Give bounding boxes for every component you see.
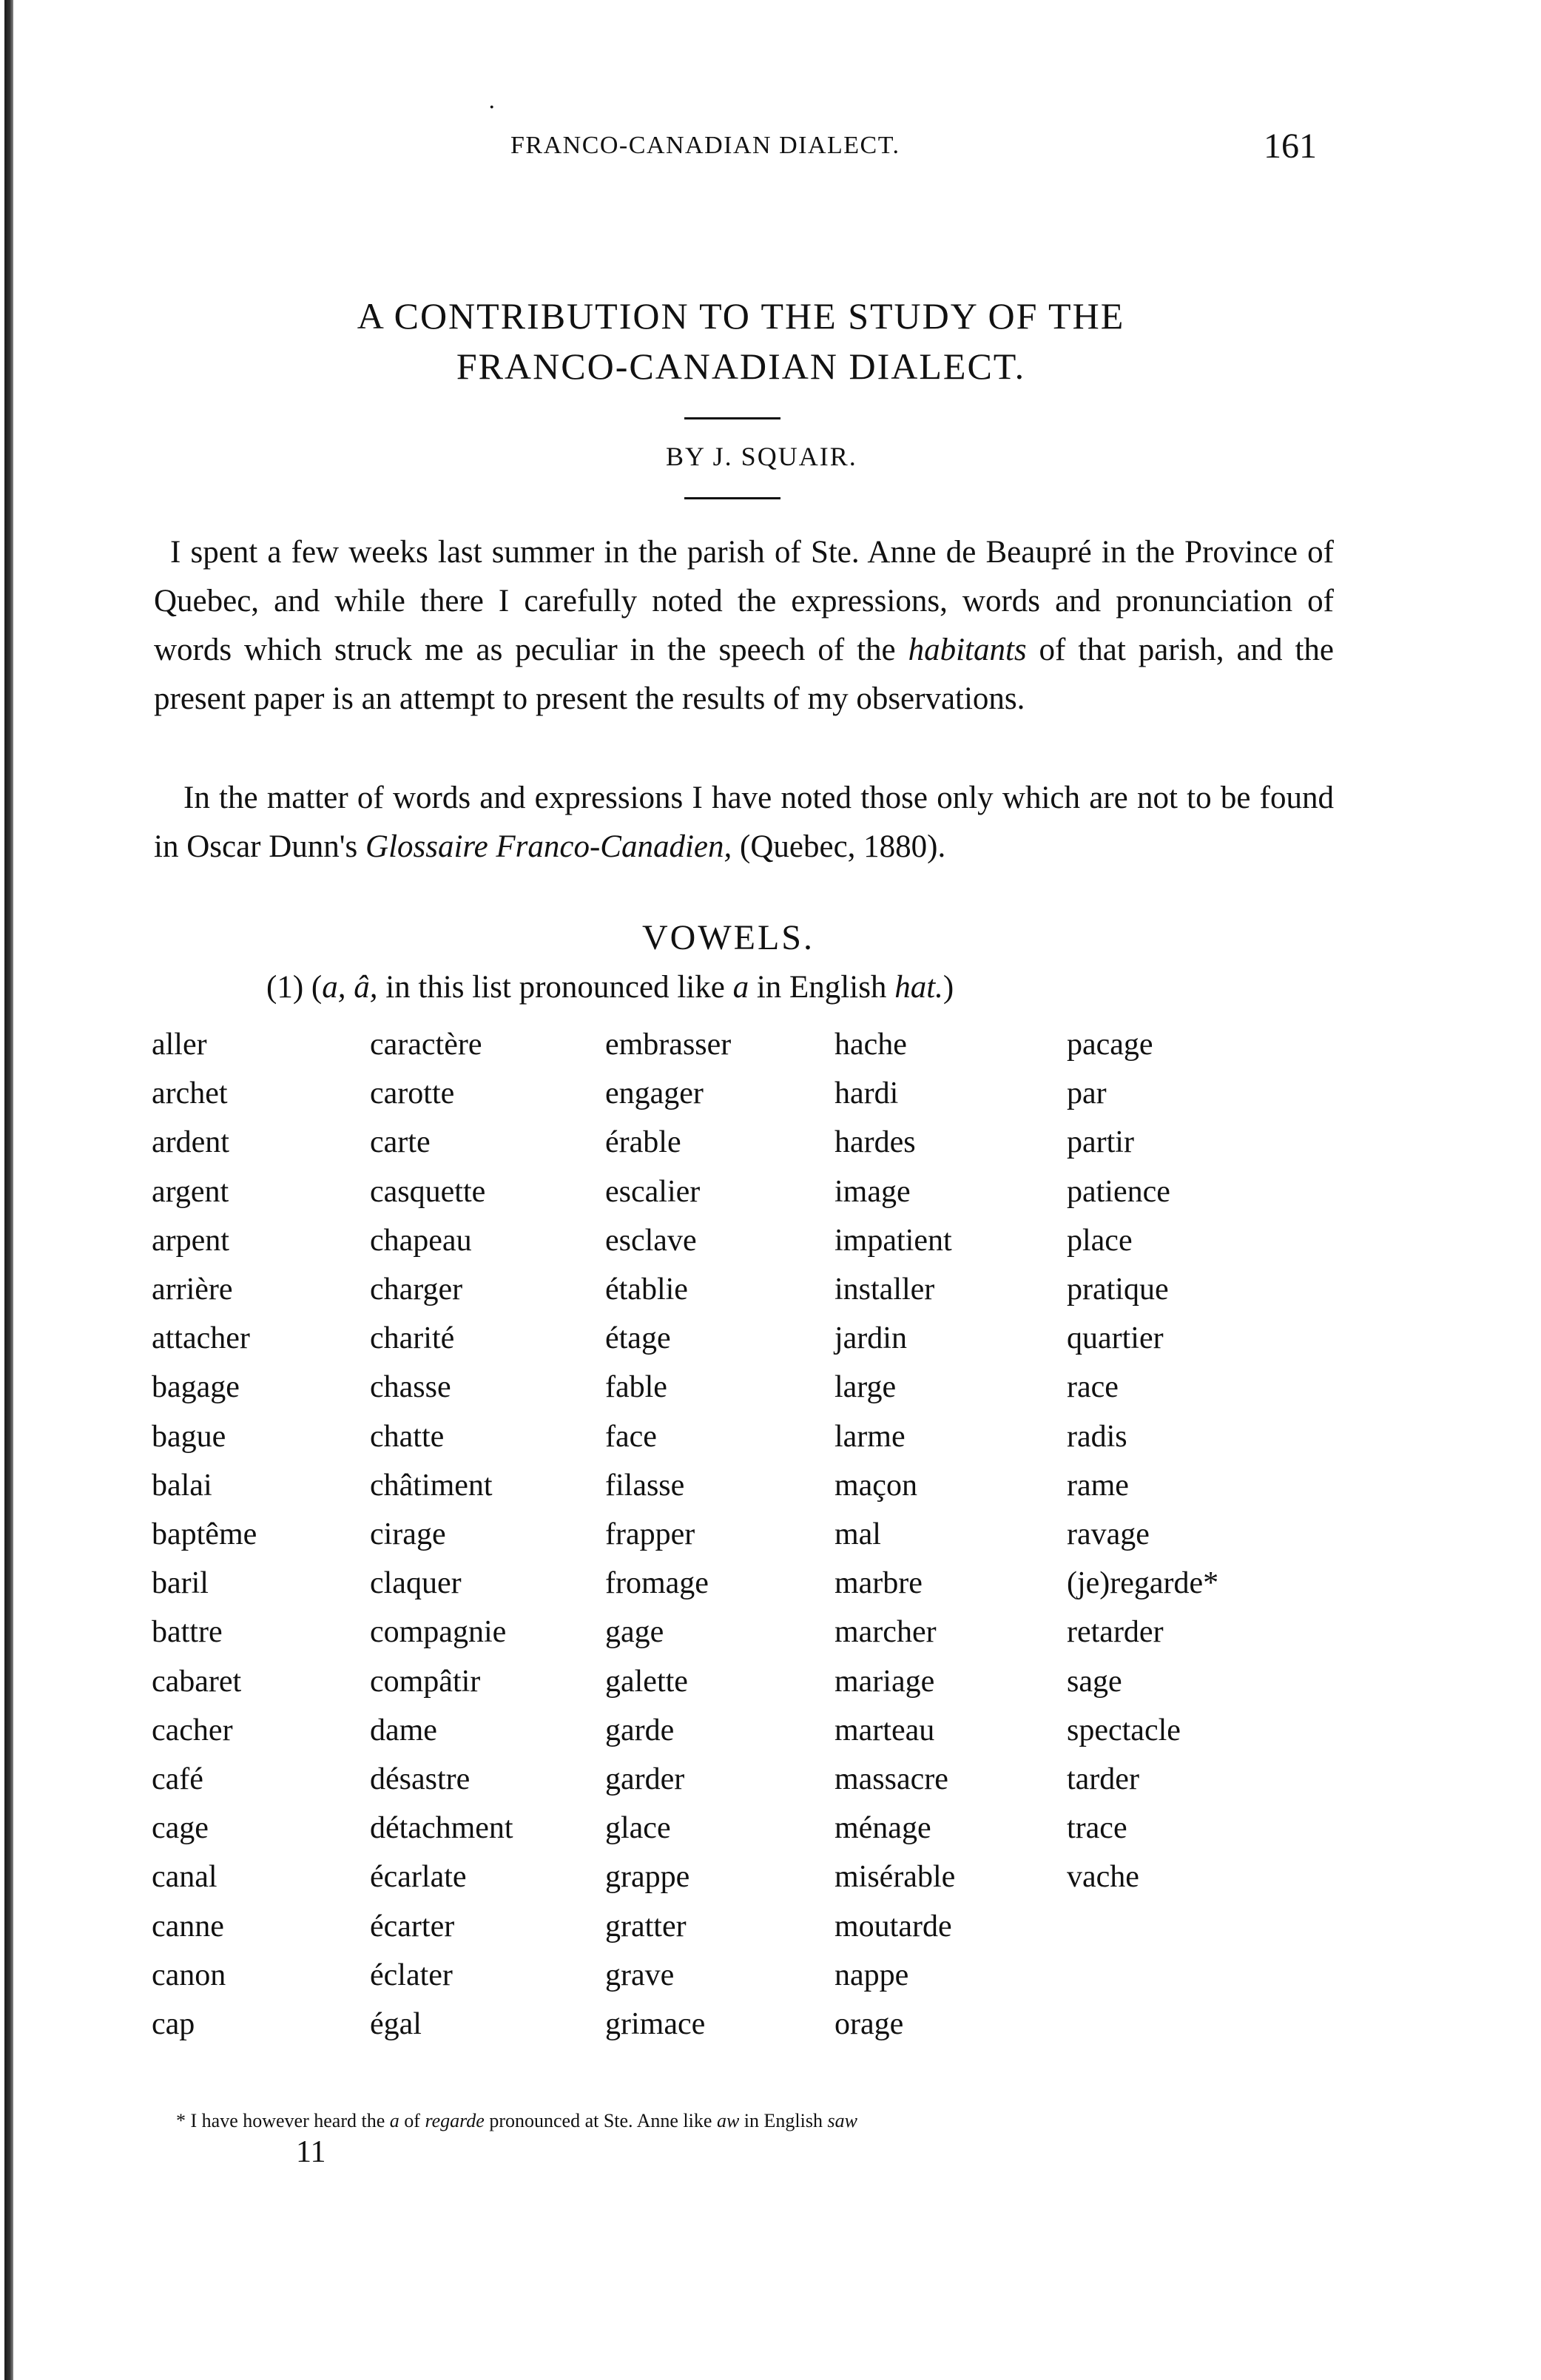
title-rule — [684, 417, 780, 419]
word-entry: race — [1067, 1370, 1119, 1405]
section-heading: VOWELS. — [642, 918, 815, 957]
word-entry: caractère — [370, 1028, 482, 1062]
word-entry: moutarde — [834, 1909, 952, 1944]
word-entry: casquette — [370, 1174, 486, 1209]
word-entry: tarder — [1067, 1762, 1139, 1796]
article-title-line-2: FRANCO-CANADIAN DIALECT. — [456, 345, 1026, 387]
word-entry: ravage — [1067, 1517, 1150, 1551]
word-entry: compagnie — [370, 1615, 507, 1650]
word-entry: orage — [834, 2007, 904, 2041]
article-title-line-1: A CONTRIBUTION TO THE STUDY OF THE — [357, 295, 1125, 337]
word-entry: grave — [605, 1958, 675, 1992]
word-entry: (je)regarde* — [1067, 1566, 1219, 1601]
word-entry: glace — [605, 1811, 671, 1846]
word-entry: fromage — [605, 1566, 709, 1601]
scope-paragraph: In the matter of words and expressions I have noted those only which are not to be found in Oscar Dunn's Glossaire Franco-Canadien, (Quebec, 1880). — [154, 781, 1334, 864]
word-entry: massacre — [834, 1762, 948, 1796]
page-number: 161 — [1264, 127, 1317, 166]
word-entry: pacage — [1067, 1028, 1153, 1062]
word-entry: argent — [152, 1174, 229, 1209]
word-entry: frapper — [605, 1517, 695, 1551]
word-entry: spectacle — [1067, 1713, 1181, 1747]
word-entry: gratter — [605, 1909, 687, 1944]
word-entry: large — [834, 1370, 897, 1405]
word-entry: écarter — [370, 1909, 455, 1944]
intro-paragraph: I spent a few weeks last summer in the parish of Ste. Anne de Beaupré in the Province of Quebec, and while there I carefully noted the expressions, words and pronunciation of words which struck me as peculiar in the speech of the habitants of that parish, and the present paper is an attempt to present the results of my observations. — [154, 535, 1334, 716]
word-entry: attacher — [152, 1321, 250, 1356]
word-entry: canne — [152, 1909, 224, 1944]
word-entry: hardes — [834, 1125, 916, 1160]
word-entry: cacher — [152, 1713, 233, 1747]
word-entry: ménage — [834, 1811, 931, 1846]
word-entry: égal — [370, 2007, 422, 2041]
byline-rule — [684, 497, 780, 499]
word-entry: charger — [370, 1272, 463, 1307]
word-entry: châtiment — [370, 1468, 493, 1503]
word-entry: impatient — [834, 1223, 952, 1258]
word-entry: garder — [605, 1762, 685, 1796]
word-entry: garde — [605, 1713, 675, 1747]
footnote: * I have however heard the a of regarde pronounced at Ste. Anne like aw in English saw — [176, 2110, 857, 2131]
word-entry: chapeau — [370, 1223, 472, 1258]
word-entry: cabaret — [152, 1664, 242, 1699]
word-entry: carotte — [370, 1076, 455, 1111]
word-entry: canal — [152, 1860, 218, 1895]
list-subheading: (1) (a, â, in this list pronounced like a in English hat.) — [266, 970, 954, 1005]
word-entry: gage — [605, 1615, 664, 1650]
author-byline: BY J. SQUAIR. — [666, 442, 857, 471]
word-entry: embrasser — [605, 1028, 732, 1062]
word-entry: éclater — [370, 1958, 453, 1992]
word-entry: nappe — [834, 1958, 909, 1992]
word-entry: balai — [152, 1468, 212, 1503]
word-entry: grimace — [605, 2007, 706, 2041]
word-entry: étage — [605, 1321, 671, 1356]
word-entry: place — [1067, 1223, 1133, 1258]
word-entry: escalier — [605, 1174, 701, 1209]
word-entry: retarder — [1067, 1615, 1164, 1650]
word-entry: désastre — [370, 1762, 471, 1796]
word-entry: esclave — [605, 1223, 697, 1258]
word-entry: cap — [152, 2007, 195, 2041]
word-entry: carte — [370, 1125, 431, 1160]
word-entry: arrière — [152, 1272, 233, 1307]
word-entry: hardi — [834, 1076, 899, 1111]
word-entry: mal — [834, 1517, 881, 1551]
word-entry: installer — [834, 1272, 935, 1307]
word-entry: misérable — [834, 1860, 956, 1895]
word-entry: quartier — [1067, 1321, 1164, 1356]
word-entry: partir — [1067, 1125, 1134, 1160]
word-entry: trace — [1067, 1811, 1127, 1846]
word-entry: dame — [370, 1713, 437, 1747]
word-entry: compâtir — [370, 1664, 481, 1699]
word-entry: chatte — [370, 1419, 445, 1454]
word-entry: cirage — [370, 1517, 446, 1551]
word-entry: face — [605, 1419, 657, 1454]
word-entry: aller — [152, 1028, 207, 1062]
ink-dot: · — [488, 95, 496, 121]
word-entry: fable — [605, 1370, 667, 1405]
word-entry: canon — [152, 1958, 226, 1992]
word-entry: bagage — [152, 1370, 240, 1405]
word-entry: ardent — [152, 1125, 229, 1160]
word-entry: établie — [605, 1272, 688, 1307]
word-entry: chasse — [370, 1370, 451, 1405]
word-entry: jardin — [834, 1321, 907, 1356]
word-entry: battre — [152, 1615, 223, 1650]
signature-mark: 11 — [296, 2135, 326, 2169]
word-entry: baptême — [152, 1517, 257, 1551]
word-entry: marcher — [834, 1615, 937, 1650]
word-entry: hache — [834, 1028, 907, 1062]
word-entry: sage — [1067, 1664, 1122, 1699]
word-entry: cage — [152, 1811, 209, 1846]
word-entry: marbre — [834, 1566, 923, 1601]
word-entry: radis — [1067, 1419, 1127, 1454]
word-entry: arpent — [152, 1223, 229, 1258]
word-entry: vache — [1067, 1860, 1139, 1895]
word-entry: pratique — [1067, 1272, 1169, 1307]
word-entry: engager — [605, 1076, 704, 1111]
word-entry: bague — [152, 1419, 226, 1454]
word-entry: image — [834, 1174, 911, 1209]
word-entry: charité — [370, 1321, 455, 1356]
word-entry: écarlate — [370, 1860, 467, 1895]
word-entry: rame — [1067, 1468, 1129, 1503]
running-head: FRANCO-CANADIAN DIALECT. — [510, 132, 900, 159]
word-entry: galette — [605, 1664, 688, 1699]
word-entry: par — [1067, 1076, 1107, 1111]
word-entry: filasse — [605, 1468, 685, 1503]
word-entry: grappe — [605, 1860, 690, 1895]
word-entry: patience — [1067, 1174, 1170, 1209]
word-entry: maçon — [834, 1468, 917, 1503]
word-entry: érable — [605, 1125, 681, 1160]
word-entry: claquer — [370, 1566, 462, 1601]
word-entry: mariage — [834, 1664, 935, 1699]
word-entry: larme — [834, 1419, 906, 1454]
word-entry: archet — [152, 1076, 228, 1111]
word-entry: marteau — [834, 1713, 935, 1747]
word-entry: détachment — [370, 1811, 513, 1846]
word-entry: baril — [152, 1566, 209, 1601]
word-entry: café — [152, 1762, 203, 1796]
